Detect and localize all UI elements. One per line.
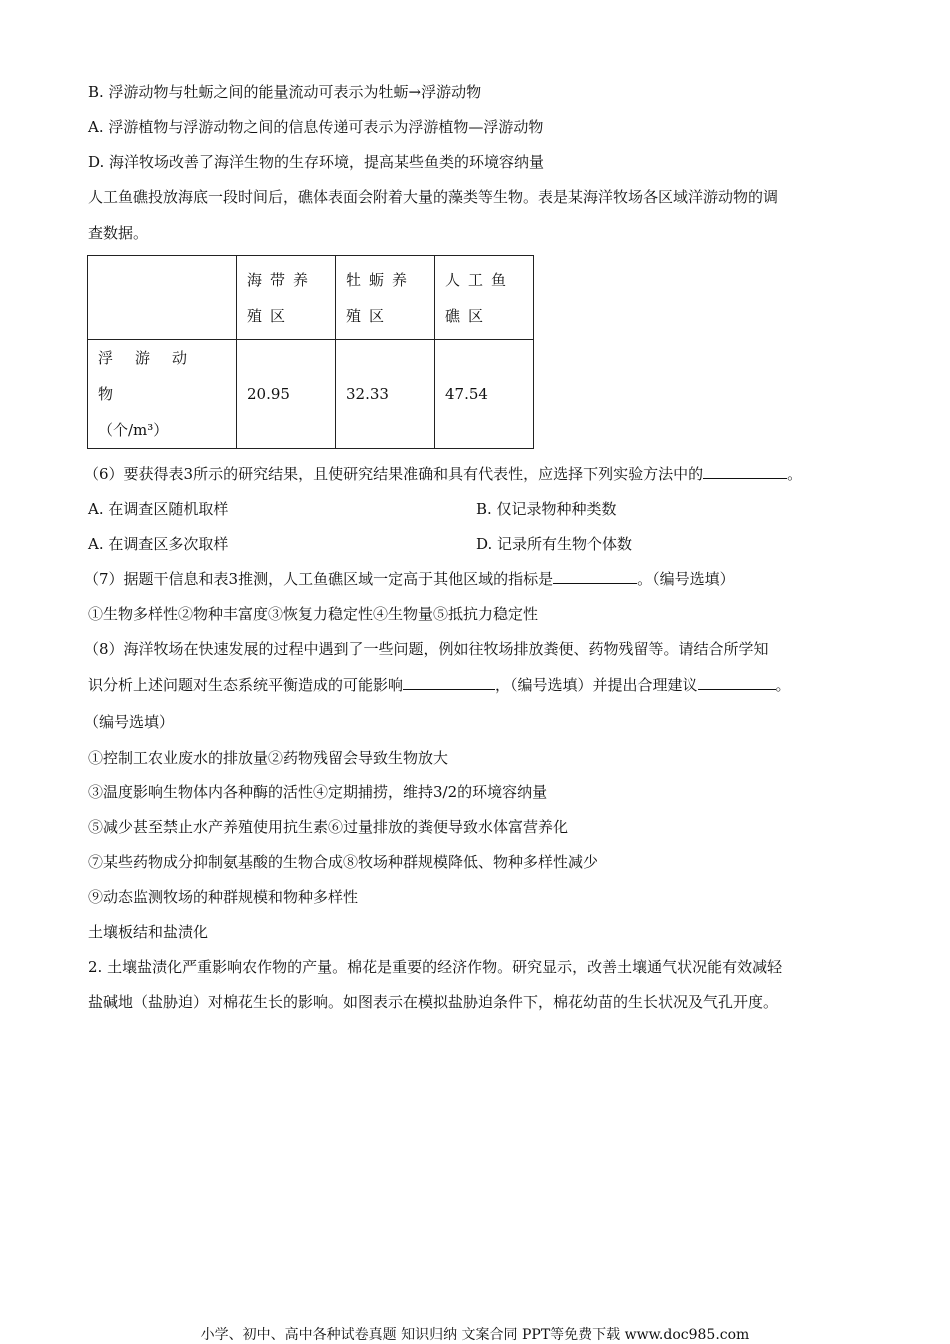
q6-option: B. 仅记录物种种类数 [476, 500, 617, 518]
table-header: 人工鱼礁区 [435, 256, 534, 340]
answer-blank[interactable] [703, 464, 787, 479]
data-table [87, 255, 534, 449]
paragraph-line: 人工鱼礁投放海底一段时间后，礁体表面会附着大量的藻类等生物。表是某海洋牧场各区域洋游动物的调 [88, 188, 779, 206]
table-header: 海带养殖区 [237, 256, 336, 340]
question-2-line: 2. 土壤盐渍化严重影响农作物的产量。棉花是重要的经济作物。研究显示，改善土壤通气状况能有效减轻 [88, 958, 783, 976]
q8-line: （8）海洋牧场在快速发展的过程中遇到了一些问题，例如往牧场排放粪便、药物残留等。请结合所学知 [84, 640, 769, 658]
q8-text: 。 [775, 676, 791, 694]
option-b-text: B. 浮游动物与牡蛎之间的能量流动可表示为牡蛎→浮游动物 [88, 83, 482, 101]
table-cell: 32.33 [336, 340, 435, 449]
q8-choice: ①控制工农业废水的排放量②药物残留会导致生物放大 [88, 749, 449, 767]
question-2-line: 盐碱地（盐胁迫）对棉花生长的影响。如图表示在模拟盐胁迫条件下，棉花幼苗的生长状况及气孔开度。 [88, 993, 779, 1011]
section-heading: 土壤板结和盐渍化 [88, 923, 209, 941]
q8-choice: ⑨动态监测牧场的种群规模和物种多样性 [88, 888, 359, 906]
q8-line: （编号选填） [84, 713, 175, 731]
row-unit: （个/m³） [98, 421, 169, 439]
q8-choice: ⑤减少甚至禁止水产养殖使用抗生素⑥过量排放的粪便导致水体富营养化 [88, 818, 569, 836]
q7-end: 。（编号选填） [637, 570, 735, 588]
q6-end: 。 [787, 465, 803, 483]
q6-text: （6）要获得表3所示的研究结果，且使研究结果准确和具有代表性，应选择下列实验方法中的 [84, 465, 704, 483]
row-label [88, 340, 237, 449]
q8-line [88, 675, 791, 695]
table-cell: 47.54 [435, 340, 534, 449]
answer-blank[interactable] [553, 569, 637, 584]
q8-text: ，（编号选填）并提出合理建议 [495, 676, 698, 694]
option-d-text: D. 海洋牧场改善了海洋生物的生存环境，提高某些鱼类的环境容纳量 [88, 153, 545, 171]
q8-choice: ⑦某些药物成分抑制氨基酸的生物合成⑧牧场种群规模降低、物种多样性减少 [88, 853, 599, 871]
table-header-empty [88, 256, 237, 340]
table-header: 牡蛎养殖区 [336, 256, 435, 340]
q8-choice: ③温度影响生物体内各种酶的活性④定期捕捞，维持3/2的环境容纳量 [88, 783, 548, 801]
page-footer: 小学、初中、高中各种试卷真题 知识归纳 文案合同 PPT等免费下载 www.doc985.com [200, 1327, 750, 1343]
q6-option: D. 记录所有生物个体数 [476, 535, 633, 553]
answer-blank[interactable] [698, 675, 776, 690]
question-7 [84, 569, 735, 589]
question-6 [84, 464, 802, 484]
q7-text: （7）据题干信息和表3推测，人工鱼礁区域一定高于其他区域的指标是 [84, 570, 554, 588]
q6-option: A. 在调查区随机取样 [88, 500, 229, 518]
q7-choices: ①生物多样性②物种丰富度③恢复力稳定性④生物量⑤抵抗力稳定性 [88, 605, 539, 623]
q8-text: 识分析上述问题对生态系统平衡造成的可能影响 [88, 676, 404, 694]
row-label-text: 浮游动物 [98, 349, 210, 403]
table-cell: 20.95 [237, 340, 336, 449]
paragraph-line: 查数据。 [88, 224, 149, 242]
answer-blank[interactable] [403, 675, 495, 690]
option-a-text: A. 浮游植物与浮游动物之间的信息传递可表示为浮游植物—浮游动物 [88, 118, 544, 136]
q6-option: A. 在调查区多次取样 [88, 535, 229, 553]
